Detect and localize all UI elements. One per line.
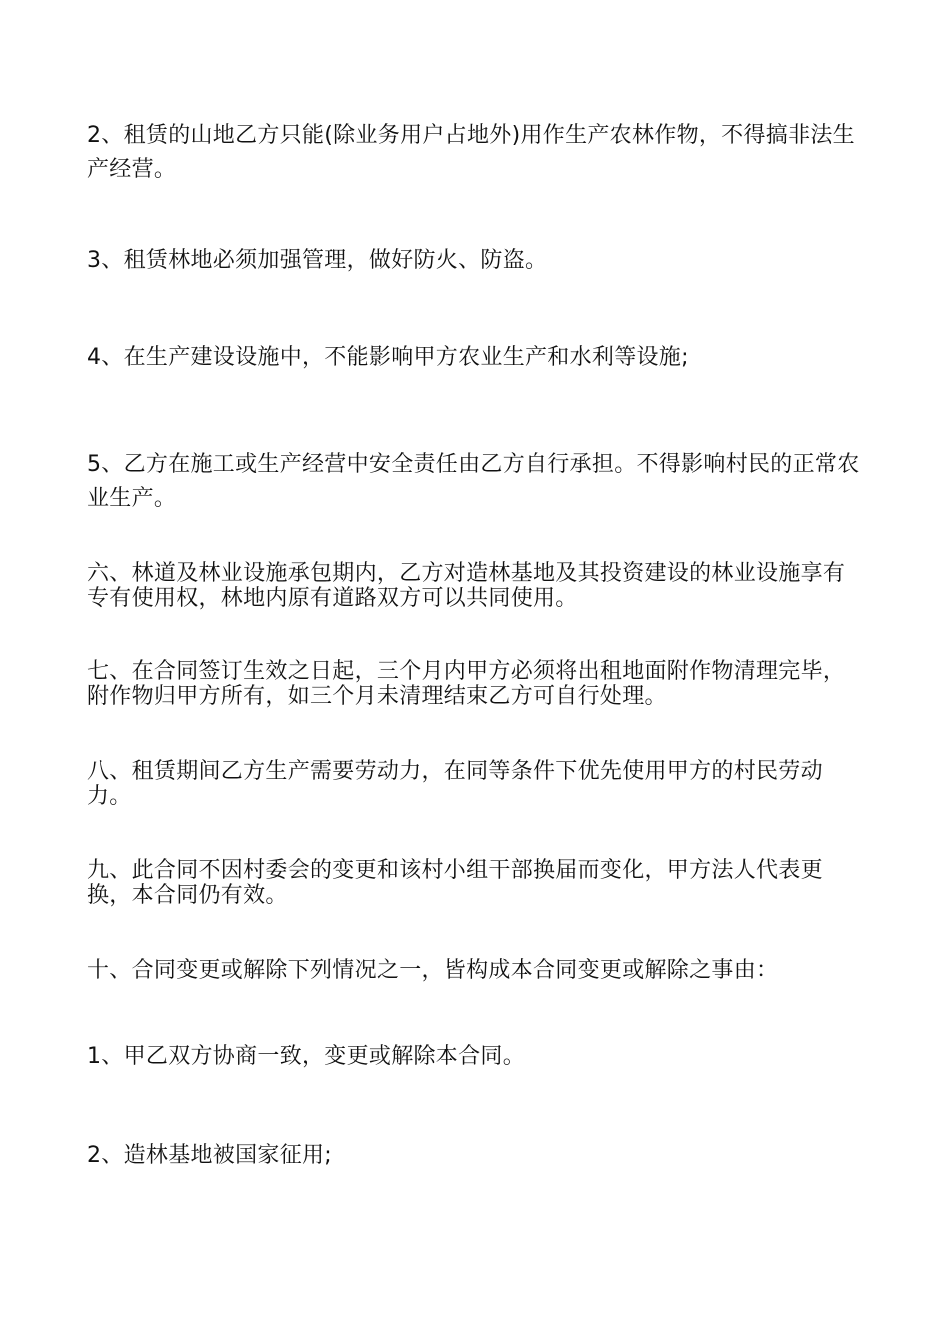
paragraph-clause-3: 3、租赁林地必须加强管理，做好防火、防盗。	[87, 248, 548, 273]
paragraph-section-8: 八、租赁期间乙方生产需要劳动力，在同等条件下优先使用甲方的村民劳动力。	[87, 759, 823, 810]
paragraph-section-9: 九、此合同不因村委会的变更和该村小组干部换届而变化，甲方法人代表更换，本合同仍有效。	[87, 858, 823, 909]
paragraph-clause-4: 4、在生产建设设施中，不能影响甲方农业生产和水利等设施;	[87, 345, 689, 370]
paragraph-section-6: 六、林道及林业设施承包期内，乙方对造林基地及其投资建设的林业设施享有专有使用权，林地内原有道路双方可以共同使用。	[87, 561, 846, 612]
paragraph-clause-5: 5、乙方在施工或生产经营中安全责任由乙方自行承担。不得影响村民的正常农业生产。	[87, 452, 860, 512]
paragraph-section-7: 七、在合同签订生效之日起，三个月内甲方必须将出租地面附作物清理完毕，附作物归甲方所有，如三个月未清理结束乙方可自行处理。	[87, 659, 846, 710]
paragraph-item-2: 2、造林基地被国家征用;	[87, 1143, 333, 1168]
paragraph-clause-2: 2、租赁的山地乙方只能(除业务用户占地外)用作生产农林作物，不得搞非法生产经营。	[87, 123, 855, 183]
paragraph-item-1: 1、甲乙双方协商一致，变更或解除本合同。	[87, 1044, 525, 1069]
paragraph-section-10: 十、合同变更或解除下列情况之一，皆构成本合同变更或解除之事由：	[87, 958, 779, 983]
